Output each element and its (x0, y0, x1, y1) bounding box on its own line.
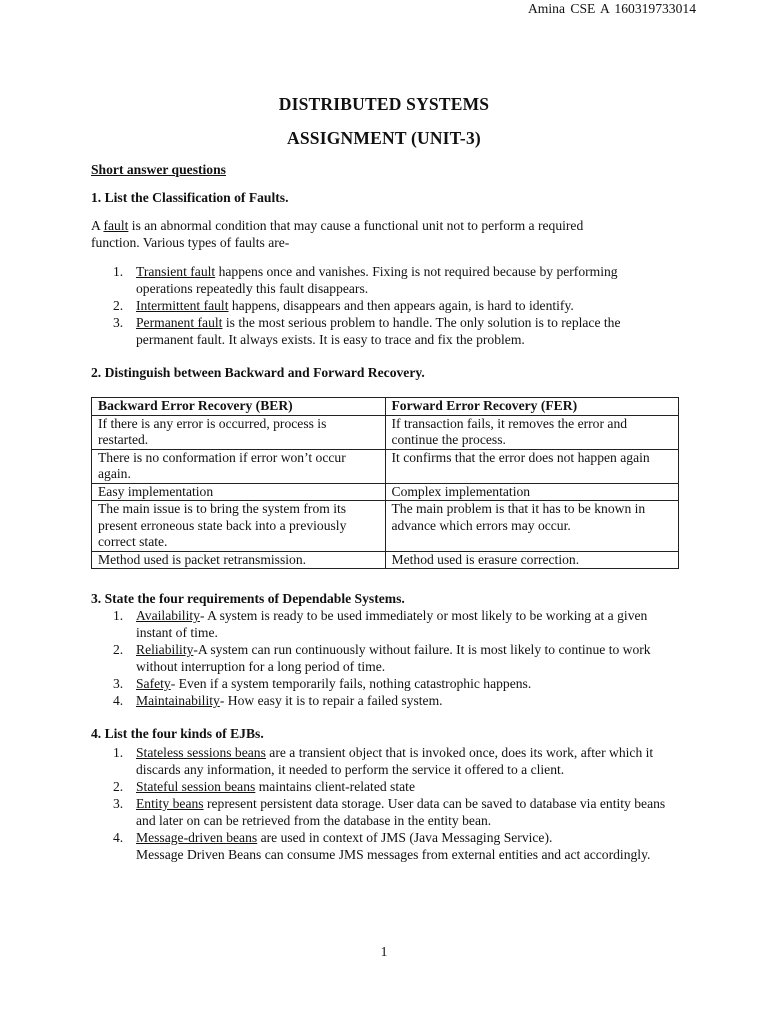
table-cell: The main issue is to bring the system from its present erroneous state back into a previously correct state. (92, 501, 386, 552)
assignment-title: ASSIGNMENT (UNIT-3) (287, 128, 481, 148)
list-text: -A system can run continuously without failure. It is most likely to continue to work without interruption for a long period of time. (136, 642, 651, 674)
list-number: 4. (113, 693, 124, 708)
list-term: Entity beans (136, 796, 204, 811)
list-number: 3. (113, 676, 124, 691)
list-item (91, 829, 671, 863)
list-term: Stateless sessions beans (136, 745, 266, 760)
list-term: Reliability (136, 642, 194, 657)
list-item (91, 675, 671, 692)
q1-intro (91, 217, 651, 251)
table-row (92, 551, 679, 569)
list-text: happens, disappears and then appears again, is hard to identify. (228, 298, 574, 313)
column-header-ber: Backward Error Recovery (BER) (92, 398, 386, 416)
section-label: Short answer questions (91, 162, 226, 177)
q4-heading: 4. List the four kinds of EJBs. (91, 726, 264, 741)
table-cell: The main problem is that it has to be known in advance which errors may occur. (385, 501, 679, 552)
list-text: is the most serious problem to handle. The only solution is to replace the permanent fault. It always exists. It is easy to trace and fix the problem. (136, 315, 621, 347)
table-cell: Easy implementation (92, 483, 386, 501)
table-cell: If transaction fails, it removes the error and continue the process. (385, 415, 679, 449)
list-number: 2. (113, 779, 124, 794)
table-header-row (92, 398, 679, 416)
list-number: 2. (113, 642, 124, 657)
table-row (92, 415, 679, 449)
table-row (92, 449, 679, 483)
list-item (91, 607, 671, 641)
list-extra-text: Message Driven Beans can consume JMS messages from external entities and act accordingly. (136, 847, 651, 862)
list-text: represent persistent data storage. User data can be saved to database via entity beans and later on can be retrieved from the database in the entity bean. (136, 796, 666, 828)
list-term: Permanent fault (136, 315, 223, 330)
author-header: Amina CSE A 160319733014 (527, 1, 696, 16)
q4-ejb-list (91, 744, 671, 863)
list-text: - A system is ready to be used immediately or most likely to be working at a given instant of time. (136, 608, 648, 640)
list-term: Availability (136, 608, 200, 623)
list-term: Intermittent fault (136, 298, 229, 313)
table-cell: There is no conformation if error won’t occur again. (92, 449, 386, 483)
recovery-comparison-table (91, 397, 679, 569)
table-cell: Method used is packet retransmission. (92, 551, 386, 569)
table-cell: It confirms that the error does not happen again (385, 449, 679, 483)
list-item (91, 297, 631, 314)
list-item (91, 744, 671, 778)
list-number: 1. (113, 264, 124, 279)
list-text: happens once and vanishes. Fixing is not required because by performing operations repeatedly this fault disappears. (136, 264, 618, 296)
list-number: 4. (113, 830, 124, 845)
table-row (92, 501, 679, 552)
q2-heading: 2. Distinguish between Backward and Forward Recovery. (91, 365, 425, 380)
list-item (91, 795, 671, 829)
table-cell: If there is any error is occurred, process is restarted. (92, 415, 386, 449)
list-item (91, 314, 631, 348)
q1-intro-term: fault (103, 218, 129, 233)
list-number: 1. (113, 745, 124, 760)
table-cell: Complex implementation (385, 483, 679, 501)
list-text: maintains client-related state (255, 779, 415, 794)
q1-intro-prefix: A (91, 218, 104, 233)
table-cell: Method used is erasure correction. (385, 551, 679, 569)
list-item (91, 263, 631, 297)
q3-requirements-list (91, 607, 671, 709)
q1-fault-list (91, 263, 631, 348)
q1-intro-line2: function. Various types of faults are- (91, 235, 290, 250)
list-number: 3. (113, 315, 124, 330)
page-number: 1 (380, 944, 388, 959)
list-term: Maintainability (136, 693, 220, 708)
column-header-fer: Forward Error Recovery (FER) (385, 398, 679, 416)
list-number: 3. (113, 796, 124, 811)
list-text: - Even if a system temporarily fails, nothing catastrophic happens. (170, 676, 532, 691)
list-term: Transient fault (136, 264, 216, 279)
q1-intro-line1: is an abnormal condition that may cause a functional unit not to perform a required (128, 218, 584, 233)
list-text: are a transient object that is invoked once, does its work, after which it discards any information, it needed to perform the service it offered to a client. (136, 745, 654, 777)
list-number: 2. (113, 298, 124, 313)
list-term: Stateful session beans (136, 779, 256, 794)
table-row (92, 483, 679, 501)
list-term: Safety (136, 676, 171, 691)
list-item (91, 692, 671, 709)
q3-heading: 3. State the four requirements of Dependable Systems. (91, 591, 405, 606)
list-term: Message-driven beans (136, 830, 258, 845)
q1-heading: 1. List the Classification of Faults. (91, 190, 289, 205)
list-text: are used in context of JMS (Java Messaging Service). (257, 830, 553, 845)
list-item (91, 641, 671, 675)
list-item (91, 778, 671, 795)
list-number: 1. (113, 608, 124, 623)
list-text: - How easy it is to repair a failed system. (219, 693, 443, 708)
course-title: DISTRIBUTED SYSTEMS (278, 94, 490, 114)
